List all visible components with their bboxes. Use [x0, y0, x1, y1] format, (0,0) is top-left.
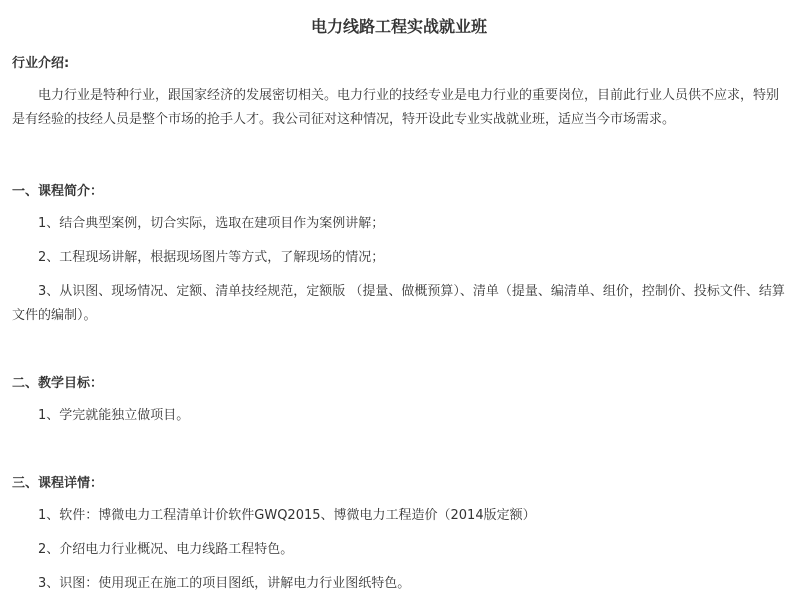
intro-paragraph: 电力行业是特种行业，跟国家经济的发展密切相关。电力行业的技经专业是电力行业的重要岗位，目前此行业人员供不应求，特别是有经验的技经人员是整个市场的抢手人才。我公司征对这种情况，特开设此专业实战就业班，适应当今市场需求。	[12, 88, 780, 127]
page-title: 电力线路工程实战就业班	[310, 17, 487, 36]
details-item: 3、识图：使用现正在施工的项目图纸，讲解电力行业图纸特色。	[38, 576, 411, 591]
intro-heading: 行业介绍:	[12, 56, 70, 71]
goals-item: 1、学完就能独立做项目。	[38, 408, 190, 423]
course-intro-heading: 一、课程简介：	[12, 184, 104, 199]
goals-heading: 二、教学目标：	[12, 376, 104, 391]
details-item: 2、介绍电力行业概况、电力线路工程特色。	[38, 542, 294, 557]
course-intro-item: 1、结合典型案例，切合实际，选取在建项目作为案例讲解；	[38, 216, 385, 231]
course-intro-item: 3、从识图、现场情况、定额、清单技经规范，定额版 （提量、做概预算）、清单（提量、编清单、组价，控制价、投标文件、结算文件的编制）。	[12, 284, 785, 323]
details-heading: 三、课程详情：	[12, 476, 104, 491]
course-intro-item: 2、工程现场讲解，根据现场图片等方式，了解现场的情况；	[38, 250, 385, 265]
details-item: 1、软件：博微电力工程清单计价软件GWQ2015、博微电力工程造价（2014版定额）	[38, 508, 536, 523]
